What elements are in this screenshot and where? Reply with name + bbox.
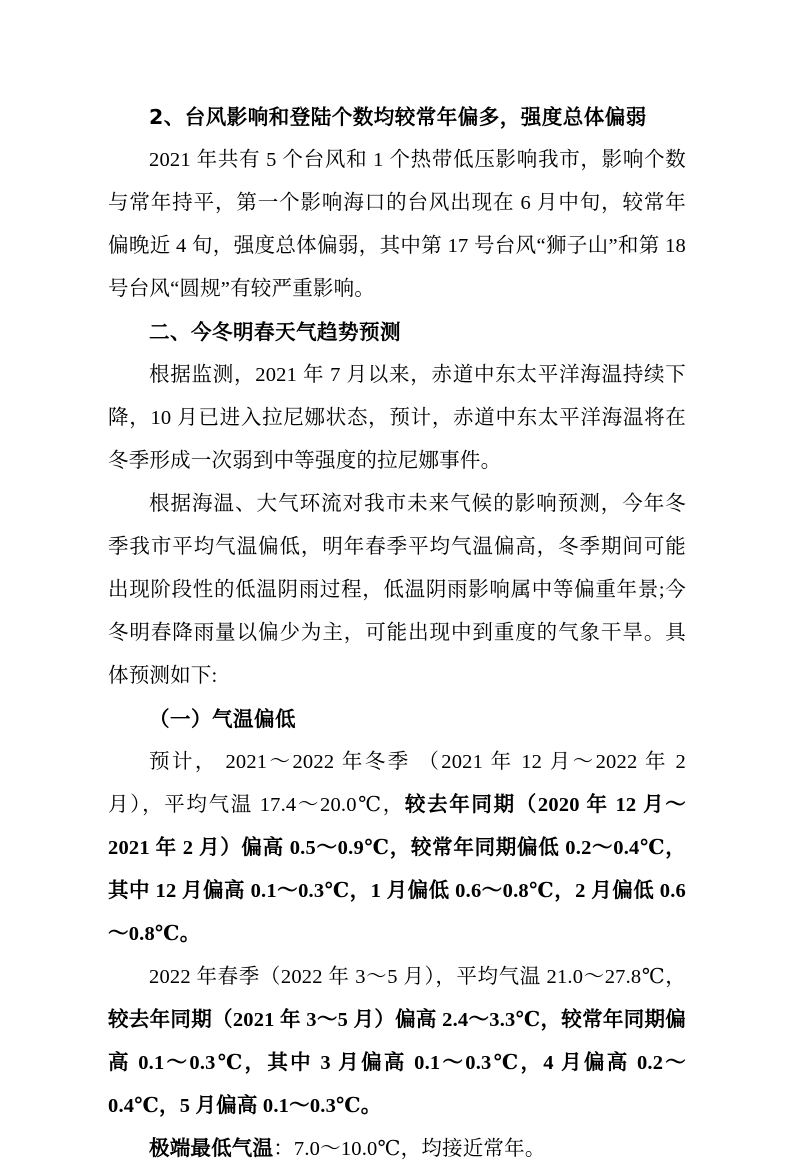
section-heading-typhoon: 2、台风影响和登陆个数均较常年偏多，强度总体偏弱 xyxy=(149,105,647,129)
subsection-heading-temperature: （一）气温偏低 xyxy=(149,707,296,731)
run-bold: 较去年同期（2020 年 12 月～2021 年 2 月）偏高 0.5～0.9℃，较常年同期偏低 0.2～0.4℃，其中 12 月偏高 0.1～0.3℃，1 月偏低 0.6～0.8℃，2 月偏低 0.6～0.8℃。 xyxy=(108,794,686,945)
run-plain: 2022 年春季（2022 年 3～5 月），平均气温 21.0～27.8℃， xyxy=(149,966,686,988)
run-bold: 较去年同期（2021 年 3～5 月）偏高 2.4～3.3℃，较常年同期偏高 0.1～0.3℃，其中 3 月偏高 0.1～0.3℃，4 月偏高 0.2～0.4℃，5 月偏高 0.1～0.3℃。 xyxy=(108,1009,686,1117)
run-plain: ：7.0～10.0℃，均接近常年。 xyxy=(273,1138,546,1160)
paragraph-climate-impact: 根据海温、大气环流对我市未来气候的影响预测，今年冬季我市平均气温偏低，明年春季平均气温偏高，冬季期间可能出现阶段性的低温阴雨过程，低温阴雨影响属中等偏重年景;今冬明春降雨量以偏少为主，可能出现中到重度的气象干旱。具体预测如下: xyxy=(108,493,686,687)
section-heading-forecast: 二、今冬明春天气趋势预测 xyxy=(149,320,401,344)
paragraph-extreme-low-temperature xyxy=(108,1128,686,1171)
paragraph-spring-temperature xyxy=(108,956,686,1128)
paragraph-typhoon-summary: 2021 年共有 5 个台风和 1 个热带低压影响我市，影响个数与常年持平，第一个影响海口的台风出现在 6 月中旬，较常年偏晚近 4 旬，强度总体偏弱，其中第 17 号台风“狮子山”和第 18 号台风“圆规”有较严重影响。 xyxy=(108,149,686,300)
document-body xyxy=(108,96,686,1171)
paragraph-monitoring: 根据监测，2021 年 7 月以来，赤道中东太平洋海温持续下降，10 月已进入拉尼娜状态，预计，赤道中东太平洋海温将在冬季形成一次弱到中等强度的拉尼娜事件。 xyxy=(108,364,686,472)
paragraph-winter-temperature xyxy=(108,741,686,956)
run-bold: 极端最低气温 xyxy=(149,1138,274,1160)
run-plain: 预计， 2021～2022 年冬季 （2021 年 12 月～2022 年 2 月），平均气温 17.4～20.0℃， xyxy=(108,751,686,816)
